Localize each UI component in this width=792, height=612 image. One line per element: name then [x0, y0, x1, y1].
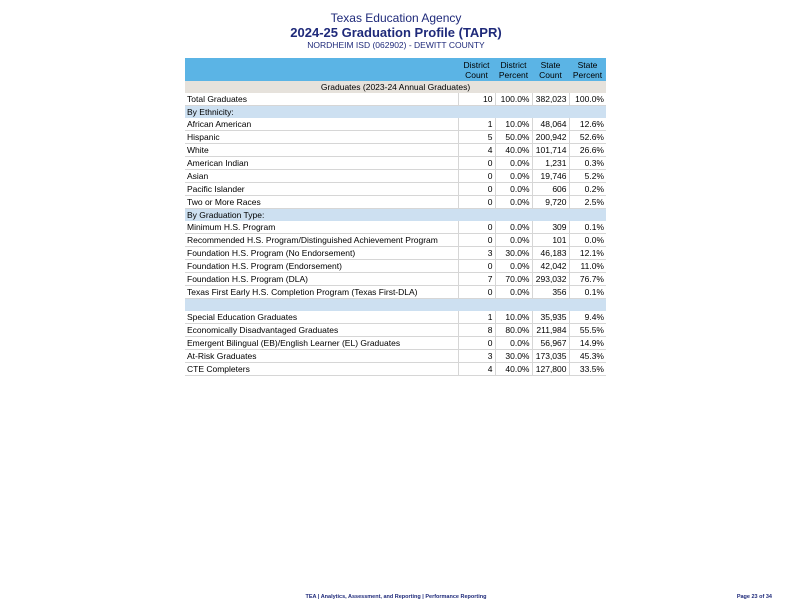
- row-label: American Indian: [185, 157, 458, 170]
- col-state-percent-header: State Percent: [569, 58, 606, 81]
- state-percent-cell: 12.6%: [569, 118, 606, 131]
- state-count-cell: 356: [532, 286, 569, 299]
- state-percent-cell: 2.5%: [569, 196, 606, 209]
- district-count-cell: 0: [458, 183, 495, 196]
- district-percent-cell: 50.0%: [495, 131, 532, 144]
- district-count-cell: 7: [458, 273, 495, 286]
- district-percent-cell: 30.0%: [495, 350, 532, 363]
- state-count-cell: 19,746: [532, 170, 569, 183]
- district-percent-cell: 40.0%: [495, 144, 532, 157]
- row-label: Foundation H.S. Program (DLA): [185, 273, 458, 286]
- ethnicity-row: [185, 170, 606, 183]
- district-percent-cell: 0.0%: [495, 260, 532, 273]
- page-number: Page 23 of 34: [736, 594, 772, 600]
- district-percent-cell: 0.0%: [495, 196, 532, 209]
- grad-type-section-header: [185, 209, 606, 222]
- group-row: [185, 324, 606, 337]
- total-graduates-row: [185, 93, 606, 106]
- state-count-cell: 101,714: [532, 144, 569, 157]
- section-label: By Ethnicity:: [185, 106, 606, 119]
- spacer-cell: [185, 299, 606, 312]
- section-label: By Graduation Type:: [185, 209, 606, 222]
- district-count-cell: 0: [458, 170, 495, 183]
- district-percent-cell: 70.0%: [495, 273, 532, 286]
- col-state-count-header: State Count: [532, 58, 569, 81]
- district-percent-cell: 100.0%: [495, 93, 532, 106]
- row-label: Two or More Races: [185, 196, 458, 209]
- state-count-cell: 211,984: [532, 324, 569, 337]
- state-count-cell: 35,935: [532, 311, 569, 324]
- grad-type-row: [185, 221, 606, 234]
- state-count-cell: 309: [532, 221, 569, 234]
- grad-type-row: [185, 286, 606, 299]
- footer-source: TEA | Analytics, Assessment, and Reporting | Performance Reporting: [305, 594, 487, 600]
- district-percent-cell: 10.0%: [495, 311, 532, 324]
- district-percent-cell: 0.0%: [495, 234, 532, 247]
- state-percent-cell: 9.4%: [569, 311, 606, 324]
- district-percent-cell: 80.0%: [495, 324, 532, 337]
- ethnicity-row: [185, 118, 606, 131]
- ethnicity-row: [185, 131, 606, 144]
- col-district-percent-header: District Percent: [495, 58, 532, 81]
- state-count-cell: 9,720: [532, 196, 569, 209]
- grad-type-row: [185, 234, 606, 247]
- district-count-cell: 0: [458, 221, 495, 234]
- ethnicity-row: [185, 144, 606, 157]
- district-count-cell: 4: [458, 144, 495, 157]
- state-count-cell: 46,183: [532, 247, 569, 260]
- state-percent-cell: 26.6%: [569, 144, 606, 157]
- state-count-cell: 173,035: [532, 350, 569, 363]
- group-row: [185, 363, 606, 376]
- ethnicity-row: [185, 157, 606, 170]
- district-percent-cell: 0.0%: [495, 183, 532, 196]
- district-count-cell: 1: [458, 311, 495, 324]
- state-percent-cell: 11.0%: [569, 260, 606, 273]
- graduates-band-row: [185, 81, 606, 93]
- state-count-cell: 48,064: [532, 118, 569, 131]
- district-count-cell: 8: [458, 324, 495, 337]
- state-percent-cell: 33.5%: [569, 363, 606, 376]
- row-label: Hispanic: [185, 131, 458, 144]
- state-percent-cell: 14.9%: [569, 337, 606, 350]
- group-row: [185, 311, 606, 324]
- district-count-cell: 10: [458, 93, 495, 106]
- report-header: [0, 11, 792, 51]
- district-subtitle: NORDHEIM ISD (062902) - DEWITT COUNTY: [307, 40, 485, 50]
- row-label: Foundation H.S. Program (No Endorsement): [185, 247, 458, 260]
- state-count-cell: 200,942: [532, 131, 569, 144]
- ethnicity-section-header: [185, 106, 606, 119]
- district-percent-cell: 0.0%: [495, 157, 532, 170]
- state-count-cell: 127,800: [532, 363, 569, 376]
- row-label: Recommended H.S. Program/Distinguished Achievement Program: [185, 234, 458, 247]
- grad-type-row: [185, 260, 606, 273]
- district-count-cell: 3: [458, 350, 495, 363]
- row-label: White: [185, 144, 458, 157]
- group-row: [185, 337, 606, 350]
- column-header-row: [185, 58, 606, 81]
- state-count-cell: 101: [532, 234, 569, 247]
- section-spacer-row: [185, 299, 606, 312]
- district-percent-cell: 10.0%: [495, 118, 532, 131]
- row-label: At-Risk Graduates: [185, 350, 458, 363]
- state-percent-cell: 0.1%: [569, 221, 606, 234]
- district-count-cell: 1: [458, 118, 495, 131]
- state-percent-cell: 52.6%: [569, 131, 606, 144]
- state-percent-cell: 0.2%: [569, 183, 606, 196]
- grad-type-row: [185, 247, 606, 260]
- state-percent-cell: 55.5%: [569, 324, 606, 337]
- state-percent-cell: 100.0%: [569, 93, 606, 106]
- row-label: Total Graduates: [185, 93, 458, 106]
- state-count-cell: 606: [532, 183, 569, 196]
- state-percent-cell: 0.1%: [569, 286, 606, 299]
- district-percent-cell: 0.0%: [495, 221, 532, 234]
- header-blank-cell: [185, 58, 458, 81]
- district-count-cell: 0: [458, 260, 495, 273]
- row-label: Texas First Early H.S. Completion Program (Texas First-DLA): [185, 286, 458, 299]
- district-percent-cell: 0.0%: [495, 170, 532, 183]
- col-district-count-header: District Count: [458, 58, 495, 81]
- row-label: Minimum H.S. Program: [185, 221, 458, 234]
- state-percent-cell: 76.7%: [569, 273, 606, 286]
- ethnicity-row: [185, 196, 606, 209]
- state-count-cell: 382,023: [532, 93, 569, 106]
- district-count-cell: 0: [458, 286, 495, 299]
- row-label: Economically Disadvantaged Graduates: [185, 324, 458, 337]
- district-count-cell: 4: [458, 363, 495, 376]
- ethnicity-row: [185, 183, 606, 196]
- district-count-cell: 3: [458, 247, 495, 260]
- district-count-cell: 0: [458, 234, 495, 247]
- state-percent-cell: 45.3%: [569, 350, 606, 363]
- district-count-cell: 0: [458, 157, 495, 170]
- district-percent-cell: 30.0%: [495, 247, 532, 260]
- row-label: African American: [185, 118, 458, 131]
- state-percent-cell: 0.3%: [569, 157, 606, 170]
- state-count-cell: 42,042: [532, 260, 569, 273]
- state-count-cell: 56,967: [532, 337, 569, 350]
- agency-name: Texas Education Agency: [330, 11, 462, 25]
- report-title: 2024-25 Graduation Profile (TAPR): [290, 25, 502, 40]
- graduation-profile-table: [185, 58, 606, 376]
- district-percent-cell: 0.0%: [495, 286, 532, 299]
- row-label: CTE Completers: [185, 363, 458, 376]
- district-count-cell: 0: [458, 337, 495, 350]
- state-count-cell: 1,231: [532, 157, 569, 170]
- state-percent-cell: 5.2%: [569, 170, 606, 183]
- state-count-cell: 293,032: [532, 273, 569, 286]
- row-label: Foundation H.S. Program (Endorsement): [185, 260, 458, 273]
- row-label: Special Education Graduates: [185, 311, 458, 324]
- row-label: Pacific Islander: [185, 183, 458, 196]
- district-percent-cell: 40.0%: [495, 363, 532, 376]
- state-percent-cell: 12.1%: [569, 247, 606, 260]
- row-label: Emergent Bilingual (EB)/English Learner (EL) Graduates: [185, 337, 458, 350]
- district-percent-cell: 0.0%: [495, 337, 532, 350]
- grad-type-row: [185, 273, 606, 286]
- graduates-band-label: Graduates (2023-24 Annual Graduates): [185, 81, 606, 93]
- district-count-cell: 0: [458, 196, 495, 209]
- state-percent-cell: 0.0%: [569, 234, 606, 247]
- row-label: Asian: [185, 170, 458, 183]
- group-row: [185, 350, 606, 363]
- district-count-cell: 5: [458, 131, 495, 144]
